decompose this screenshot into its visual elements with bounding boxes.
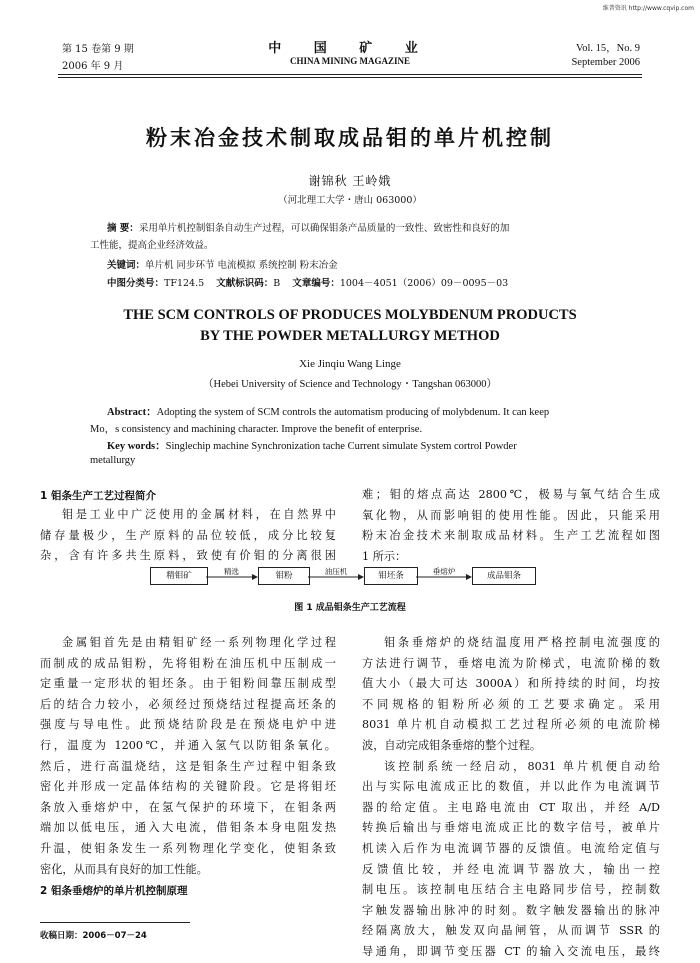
body-right-line: 经隔离放大，触发双向晶闸管，从而调节 SSR 的 <box>362 924 660 938</box>
header-rule <box>58 74 642 75</box>
body-left-line: 密化，从而具有良好的加工性能。 <box>40 862 208 876</box>
keywords-en-line2: metallurgy <box>90 455 136 466</box>
keywords-cn-text: 单片机 同步环节 电流模拟 系统控制 粉末冶金 <box>145 260 338 271</box>
keywords-en-text1: Singlechip machine Synchronization tache Current simulate System cortrol Powder <box>165 441 517 452</box>
paper-title-en-line2: BY THE POWDER METALLURGY METHOD <box>200 328 500 344</box>
section1-left-text <box>40 505 336 567</box>
abstract-en-text1: Adopting the system of SCM controls the automatism producing of molybdenum. It can keep <box>156 407 550 418</box>
affiliation-cn: （河北理工大学・唐山 063000） <box>278 195 422 206</box>
paper-title-en-line1: THE SCM CONTROLS OF PRODUCES MOLYBDENUM PRODUCTS <box>123 307 577 323</box>
keywords-cn-label: 关键词： <box>107 260 146 271</box>
body-right-line: 字触发器输出脉冲的时刻。数字触发器输出的脉冲 <box>362 903 660 917</box>
figure1-caption: 图 1 成品钼条生产工艺流程 <box>294 603 406 613</box>
body-left-line: 而制成的成品钼粉，先将钼粉在油压机中压制成一 <box>40 656 336 670</box>
received-date: 收稿日期：2006－07－24 <box>40 931 147 941</box>
body-left-line: 行，温度为 1200℃，并通入氢气以防钼条氧化。 <box>40 738 336 752</box>
flow-label-furnace: 垂熔炉 <box>432 567 456 576</box>
body-right-line: 出与实际电流成正比的数值，并以此作为电流调节 <box>362 780 660 794</box>
body-left-line: 定重量一定形状的钼坯条。由于钼粉间靠压制成型 <box>40 677 336 691</box>
body-right-line: 钼条垂熔炉的烧结温度用严格控制电流强度的 <box>384 636 660 649</box>
body-right-line: 转换后输出与垂熔电流成正比的数字信号，被单片 <box>362 821 660 835</box>
abstract-cn-line2: 工性能，提高企业经济效益。 <box>90 240 214 251</box>
body-right-line: 值大小（最大可达 3000A）和所持续的时间，均按 <box>362 677 660 691</box>
flow-label-press: 油压机 <box>324 567 348 576</box>
section1-right-text <box>362 485 660 567</box>
body-left-line: 端加以低电压，通入大电流，借钼条本身电阻发热 <box>40 821 336 835</box>
body-right-line: 反馈值比较，并经电流调节器放大，输出一控 <box>362 862 660 876</box>
flow-box-ore: 精钼矿 <box>150 567 208 585</box>
body-left-line: 然后，进行高温烧结，这是钼条生产过程中钼条致 <box>40 759 336 773</box>
classification-line <box>107 275 597 292</box>
affiliation-en: （Hebei University of Science and Technology・Tangshan 063000） <box>202 379 498 390</box>
body-right-line: 制电压。该控制电压结合主电路同步信号，控制数 <box>362 883 660 897</box>
body-left-line: 后的结合力较小，必须经过预烧结过程提高坯条的 <box>40 697 336 711</box>
header-left-volume: 第 15 卷第 9 期 <box>62 44 134 55</box>
s1-left-line: 储存量极少，生产原料的品位较低，成分比较复 <box>40 528 336 542</box>
body-right-line: 波，自动完成钼条垂熔的整个过程。 <box>362 738 542 752</box>
s1-left-line: 钼是工业中广泛使用的金属材料，在自然界中 <box>62 508 336 521</box>
watermark: 维普资讯 http://www.cqvip.com <box>602 5 694 12</box>
abstract-en-label: Abstract： <box>107 407 157 418</box>
flow-box-powder: 钼粉 <box>258 567 310 585</box>
s1-right-line: 难；钼的熔点高达 2800℃，极易与氧气结合生成 <box>362 488 660 501</box>
abstract-en-line2: Mo，s consistency and machining character. Improve the benefit of enterprise. <box>90 424 423 435</box>
authors-cn: 谢锦秋 王岭娥 <box>308 174 392 188</box>
header-left-date: 2006 年 9 月 <box>62 61 124 72</box>
article-no-label: 文章编号： <box>292 278 340 289</box>
body-right-line: 机读入后作为电流调节器的反馈值。电流给定值与 <box>362 841 660 855</box>
body-right-line: 8031 单片机自动模拟工艺过程所必须的电流阶梯 <box>362 718 660 732</box>
abstract-en-line1 <box>107 404 597 419</box>
body-right-line: 器的给定值。主电路电流由 CT 取出，并经 A/D <box>362 800 660 814</box>
header-right-volume: Vol. 15，No. 9 <box>576 43 640 54</box>
journal-title-en: CHINA MINING MAGAZINE <box>289 56 410 66</box>
section2-heading: 2 钼条垂熔炉的单片机控制原理 <box>40 885 188 897</box>
body-right-line: 该控制系统一经启动，8031 单片机便自动给 <box>384 759 660 773</box>
body-left-line: 升温，使钼条发生一系列物理化学变化，使钼条致 <box>40 841 336 855</box>
flow-label-select: 精选 <box>224 567 239 576</box>
body-left-column <box>40 633 336 880</box>
authors-en: Xie Jinqiu Wang Linge <box>299 358 401 370</box>
section1-heading: 1 钼条生产工艺过程简介 <box>40 490 156 502</box>
s1-right-line: 1 所示： <box>362 549 407 563</box>
clc-value: TF124.5 <box>164 278 205 289</box>
footnote-rule <box>40 922 190 923</box>
doc-code-value: B <box>273 278 281 289</box>
flow-box-billet: 钼坯条 <box>364 567 418 585</box>
keywords-cn <box>107 257 597 274</box>
s1-right-line: 粉末冶金技术来制取成品材料。生产工艺流程如图 <box>362 529 660 543</box>
header-rule-thin <box>58 77 642 78</box>
flow-arrow-1 <box>206 572 258 582</box>
journal-title-cn: 中 国 矿 业 <box>268 41 432 56</box>
header-right-date: September 2006 <box>571 57 640 68</box>
doc-code-label: 文献标识码： <box>216 278 274 289</box>
body-right-line: 方法进行调节，垂熔电流为阶梯式，电流阶梯的数 <box>362 656 660 670</box>
body-right-line: 不同规格的钼粉所必须的工艺要求确定。采用 <box>362 697 660 711</box>
body-left-line: 密化并形成一定晶体结构的关键阶段。它是将钼坯 <box>40 780 336 794</box>
body-right-column <box>362 633 660 963</box>
flow-box-product: 成品钼条 <box>472 567 536 585</box>
paper-title-cn: 粉末冶金技术制取成品钼的单片机控制 <box>146 125 554 150</box>
keywords-en-line1 <box>107 438 597 453</box>
clc-label: 中图分类号： <box>107 278 165 289</box>
flow-arrow-2 <box>308 572 364 582</box>
article-no-value: 1004－4051（2006）09－0095－03 <box>339 278 509 289</box>
flow-arrow-3 <box>416 572 472 582</box>
body-left-line: 强度与导电性。此预烧结阶段是在预烧电炉中进 <box>40 718 336 732</box>
body-right-line: 导通角，即调节变压器 CT 的输入交流电压，最终 <box>362 944 660 958</box>
abstract-cn-label: 摘 要： <box>107 223 139 234</box>
s1-right-line: 氧化物，从而影响钼的使用性能。因此，只能采用 <box>362 508 660 522</box>
s1-left-line: 杂，含有许多共生原料，致使有价钼的分离很困 <box>40 549 336 563</box>
abstract-cn-text1: 采用单片机控制钼条自动生产过程，可以确保钼条产品质量的一致性、致密性和良好的加 <box>138 223 510 234</box>
abstract-cn-line1 <box>107 220 597 237</box>
body-left-line: 条放入垂熔炉中，在氢气保护的环境下，在钼条两 <box>40 800 336 814</box>
keywords-en-label: Key words： <box>107 441 166 452</box>
body-left-line: 金属钼首先是由精钼矿经一系列物理化学过程 <box>62 636 336 649</box>
